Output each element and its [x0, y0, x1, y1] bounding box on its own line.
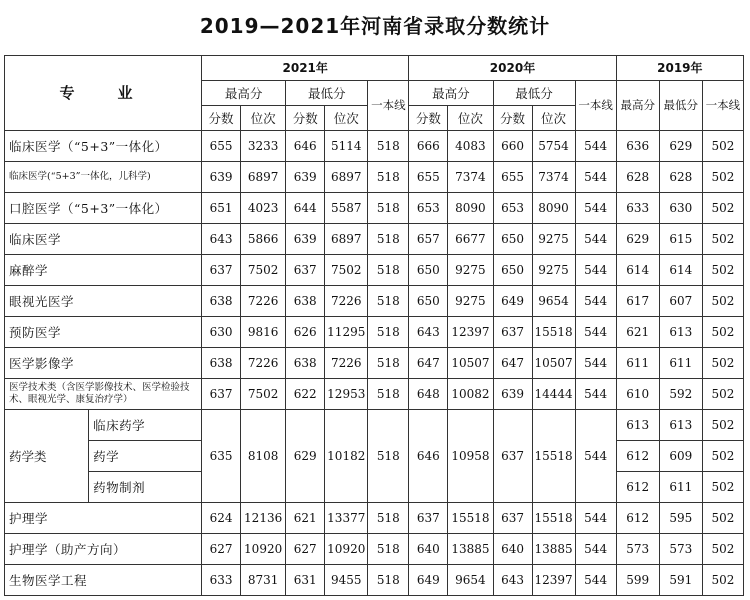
score-cell: 5114 — [325, 131, 368, 162]
score-cell: 4023 — [241, 193, 286, 224]
table-row — [5, 317, 744, 348]
score-cell: 612 — [616, 441, 659, 472]
score-cell: 624 — [202, 503, 241, 534]
score-cell: 9654 — [532, 286, 575, 317]
min-score-header-2019: 最低分 — [659, 81, 702, 131]
score-cell: 630 — [659, 193, 702, 224]
score-cell: 6677 — [448, 224, 493, 255]
score-cell: 502 — [702, 534, 743, 565]
score-cell: 502 — [702, 472, 743, 503]
score-cell: 544 — [575, 286, 616, 317]
score-cell: 7502 — [325, 255, 368, 286]
score-cell: 599 — [616, 565, 659, 596]
score-cell: 635 — [202, 410, 241, 503]
score-cell: 617 — [616, 286, 659, 317]
score-cell: 650 — [409, 255, 448, 286]
score-cell: 502 — [702, 379, 743, 410]
table-row — [5, 534, 744, 565]
score-cell: 592 — [659, 379, 702, 410]
score-cell: 544 — [575, 503, 616, 534]
score-cell: 544 — [575, 534, 616, 565]
score-cell: 653 — [409, 193, 448, 224]
admission-score-table — [4, 55, 744, 596]
score-cell: 637 — [493, 410, 532, 503]
score-cell: 12397 — [532, 565, 575, 596]
score-cell: 614 — [616, 255, 659, 286]
score-cell: 5866 — [241, 224, 286, 255]
group-name: 药学类 — [5, 410, 89, 503]
score-cell: 544 — [575, 255, 616, 286]
score-cell: 502 — [702, 503, 743, 534]
score-cell: 10082 — [448, 379, 493, 410]
score-cell: 638 — [286, 348, 325, 379]
score-cell: 14444 — [532, 379, 575, 410]
major-name: 护理学 — [5, 503, 202, 534]
score-cell: 518 — [368, 193, 409, 224]
score-cell: 544 — [575, 410, 616, 503]
score-cell: 637 — [286, 255, 325, 286]
score-cell: 8108 — [241, 410, 286, 503]
score-cell: 544 — [575, 162, 616, 193]
score-cell: 647 — [493, 348, 532, 379]
score-cell: 612 — [616, 503, 659, 534]
score-cell: 637 — [202, 379, 241, 410]
score-cell: 647 — [409, 348, 448, 379]
major-name: 麻醉学 — [5, 255, 202, 286]
score-cell: 621 — [616, 317, 659, 348]
sub-major-name: 药物制剂 — [89, 472, 202, 503]
score-cell: 660 — [493, 131, 532, 162]
major-name: 口腔医学（“5+3”一体化） — [5, 193, 202, 224]
score-cell: 10920 — [325, 534, 368, 565]
score-cell: 655 — [202, 131, 241, 162]
score-cell: 518 — [368, 224, 409, 255]
score-cell: 502 — [702, 348, 743, 379]
score-cell: 621 — [286, 503, 325, 534]
score-cell: 502 — [702, 131, 743, 162]
score-cell: 3233 — [241, 131, 286, 162]
score-cell: 10920 — [241, 534, 286, 565]
score-cell: 613 — [659, 317, 702, 348]
score-cell: 518 — [368, 162, 409, 193]
score-cell: 629 — [286, 410, 325, 503]
score-cell: 646 — [409, 410, 448, 503]
score-cell: 607 — [659, 286, 702, 317]
table-row — [5, 410, 744, 441]
score-cell: 544 — [575, 379, 616, 410]
score-header: 分数 — [493, 106, 532, 131]
yiben-header-2019: 一本线 — [702, 81, 743, 131]
score-cell: 650 — [409, 286, 448, 317]
score-cell: 9275 — [448, 286, 493, 317]
score-cell: 657 — [409, 224, 448, 255]
score-cell: 612 — [616, 472, 659, 503]
score-cell: 7226 — [241, 348, 286, 379]
score-cell: 611 — [616, 348, 659, 379]
score-cell: 544 — [575, 131, 616, 162]
major-name: 临床医学(“5+3”一体化，儿科学) — [5, 162, 202, 193]
score-cell: 10507 — [532, 348, 575, 379]
score-cell: 544 — [575, 348, 616, 379]
rank-header: 位次 — [532, 106, 575, 131]
score-cell: 12136 — [241, 503, 286, 534]
major-name: 生物医学工程 — [5, 565, 202, 596]
table-row — [5, 162, 744, 193]
yiben-header-2021: 一本线 — [368, 81, 409, 131]
score-cell: 502 — [702, 410, 743, 441]
score-cell: 573 — [659, 534, 702, 565]
major-name: 眼视光医学 — [5, 286, 202, 317]
score-cell: 544 — [575, 317, 616, 348]
score-cell: 502 — [702, 286, 743, 317]
score-cell: 13377 — [325, 503, 368, 534]
score-cell: 638 — [202, 286, 241, 317]
score-cell: 628 — [659, 162, 702, 193]
score-cell: 638 — [202, 348, 241, 379]
score-cell: 639 — [286, 162, 325, 193]
score-cell: 15518 — [532, 317, 575, 348]
score-cell: 609 — [659, 441, 702, 472]
score-cell: 15518 — [448, 503, 493, 534]
score-cell: 518 — [368, 317, 409, 348]
table-row — [5, 224, 744, 255]
major-name: 护理学（助产方向） — [5, 534, 202, 565]
score-header: 分数 — [202, 106, 241, 131]
score-cell: 9275 — [532, 255, 575, 286]
score-cell: 518 — [368, 534, 409, 565]
score-cell: 518 — [368, 503, 409, 534]
score-cell: 10182 — [325, 410, 368, 503]
score-cell: 518 — [368, 565, 409, 596]
score-cell: 638 — [286, 286, 325, 317]
max-score-header-2019: 最高分 — [616, 81, 659, 131]
score-cell: 502 — [702, 441, 743, 472]
score-cell: 12397 — [448, 317, 493, 348]
score-cell: 518 — [368, 131, 409, 162]
score-cell: 649 — [493, 286, 532, 317]
score-cell: 643 — [409, 317, 448, 348]
page-title: 2019—2021年河南省录取分数统计 — [199, 14, 551, 38]
table-row — [5, 379, 744, 410]
major-name: 医学技术类（含医学影像技术、医学检验技术、眼视光学、康复治疗学） — [5, 379, 202, 410]
score-cell: 629 — [616, 224, 659, 255]
score-cell: 8090 — [448, 193, 493, 224]
score-cell: 9275 — [532, 224, 575, 255]
score-cell: 8090 — [532, 193, 575, 224]
year-2020-header: 2020年 — [409, 56, 616, 81]
score-cell: 518 — [368, 348, 409, 379]
year-2021-header: 2021年 — [202, 56, 409, 81]
score-cell: 640 — [493, 534, 532, 565]
score-header: 分数 — [286, 106, 325, 131]
score-cell: 649 — [409, 565, 448, 596]
rank-header: 位次 — [241, 106, 286, 131]
score-cell: 6897 — [325, 224, 368, 255]
score-cell: 13885 — [532, 534, 575, 565]
score-cell: 627 — [286, 534, 325, 565]
score-cell: 544 — [575, 193, 616, 224]
score-cell: 7502 — [241, 379, 286, 410]
score-cell: 573 — [616, 534, 659, 565]
score-cell: 9275 — [448, 255, 493, 286]
score-cell: 9816 — [241, 317, 286, 348]
score-cell: 518 — [368, 410, 409, 503]
score-cell: 646 — [286, 131, 325, 162]
score-cell: 5754 — [532, 131, 575, 162]
score-cell: 518 — [368, 255, 409, 286]
max-score-header-2021: 最高分 — [202, 81, 286, 106]
score-cell: 636 — [616, 131, 659, 162]
score-cell: 9455 — [325, 565, 368, 596]
score-cell: 12953 — [325, 379, 368, 410]
score-cell: 544 — [575, 565, 616, 596]
score-cell: 15518 — [532, 410, 575, 503]
score-cell: 611 — [659, 348, 702, 379]
score-cell: 637 — [493, 317, 532, 348]
major-name: 医学影像学 — [5, 348, 202, 379]
score-cell: 613 — [616, 410, 659, 441]
score-cell: 630 — [202, 317, 241, 348]
min-score-header-2021: 最低分 — [286, 81, 368, 106]
score-cell: 7226 — [325, 286, 368, 317]
score-cell: 633 — [202, 565, 241, 596]
table-row — [5, 131, 744, 162]
major-header: 专 业 — [5, 56, 202, 131]
score-cell: 651 — [202, 193, 241, 224]
table-row — [5, 348, 744, 379]
score-cell: 639 — [202, 162, 241, 193]
score-header: 分数 — [409, 106, 448, 131]
score-cell: 614 — [659, 255, 702, 286]
score-cell: 502 — [702, 162, 743, 193]
score-cell: 6897 — [241, 162, 286, 193]
score-cell: 11295 — [325, 317, 368, 348]
score-cell: 518 — [368, 379, 409, 410]
score-cell: 6897 — [325, 162, 368, 193]
score-cell: 9654 — [448, 565, 493, 596]
score-cell: 666 — [409, 131, 448, 162]
table-row — [5, 286, 744, 317]
score-cell: 631 — [286, 565, 325, 596]
rank-header: 位次 — [448, 106, 493, 131]
score-cell: 639 — [493, 379, 532, 410]
score-cell: 611 — [659, 472, 702, 503]
score-cell: 637 — [409, 503, 448, 534]
score-cell: 7374 — [448, 162, 493, 193]
score-cell: 13885 — [448, 534, 493, 565]
score-cell: 626 — [286, 317, 325, 348]
score-cell: 7226 — [241, 286, 286, 317]
sub-major-name: 药学 — [89, 441, 202, 472]
score-cell: 502 — [702, 317, 743, 348]
score-cell: 502 — [702, 224, 743, 255]
score-cell: 650 — [493, 255, 532, 286]
major-name: 临床医学 — [5, 224, 202, 255]
score-cell: 622 — [286, 379, 325, 410]
sub-major-name: 临床药学 — [89, 410, 202, 441]
score-cell: 655 — [493, 162, 532, 193]
year-2019-header: 2019年 — [616, 56, 743, 81]
score-cell: 7374 — [532, 162, 575, 193]
table-row — [5, 255, 744, 286]
score-cell: 15518 — [532, 503, 575, 534]
score-cell: 502 — [702, 255, 743, 286]
rank-header: 位次 — [325, 106, 368, 131]
score-cell: 639 — [286, 224, 325, 255]
score-cell: 655 — [409, 162, 448, 193]
major-name: 预防医学 — [5, 317, 202, 348]
score-cell: 10507 — [448, 348, 493, 379]
score-cell: 650 — [493, 224, 532, 255]
score-cell: 637 — [493, 503, 532, 534]
score-cell: 7502 — [241, 255, 286, 286]
min-score-header-2020: 最低分 — [493, 81, 575, 106]
table-row — [5, 193, 744, 224]
max-score-header-2020: 最高分 — [409, 81, 493, 106]
score-cell: 643 — [202, 224, 241, 255]
score-cell: 648 — [409, 379, 448, 410]
score-cell: 518 — [368, 286, 409, 317]
score-cell: 640 — [409, 534, 448, 565]
score-cell: 10958 — [448, 410, 493, 503]
score-cell: 595 — [659, 503, 702, 534]
score-cell: 591 — [659, 565, 702, 596]
score-cell: 544 — [575, 224, 616, 255]
major-name: 临床医学（“5+3”一体化） — [5, 131, 202, 162]
score-cell: 644 — [286, 193, 325, 224]
score-cell: 610 — [616, 379, 659, 410]
score-cell: 643 — [493, 565, 532, 596]
table-row — [5, 503, 744, 534]
score-cell: 637 — [202, 255, 241, 286]
score-cell: 8731 — [241, 565, 286, 596]
table-row — [5, 565, 744, 596]
score-cell: 7226 — [325, 348, 368, 379]
score-cell: 653 — [493, 193, 532, 224]
score-cell: 502 — [702, 193, 743, 224]
score-cell: 629 — [659, 131, 702, 162]
score-cell: 4083 — [448, 131, 493, 162]
score-cell: 5587 — [325, 193, 368, 224]
score-cell: 628 — [616, 162, 659, 193]
score-cell: 502 — [702, 565, 743, 596]
score-cell: 613 — [659, 410, 702, 441]
yiben-header-2020: 一本线 — [575, 81, 616, 131]
score-cell: 633 — [616, 193, 659, 224]
score-cell: 627 — [202, 534, 241, 565]
score-cell: 615 — [659, 224, 702, 255]
